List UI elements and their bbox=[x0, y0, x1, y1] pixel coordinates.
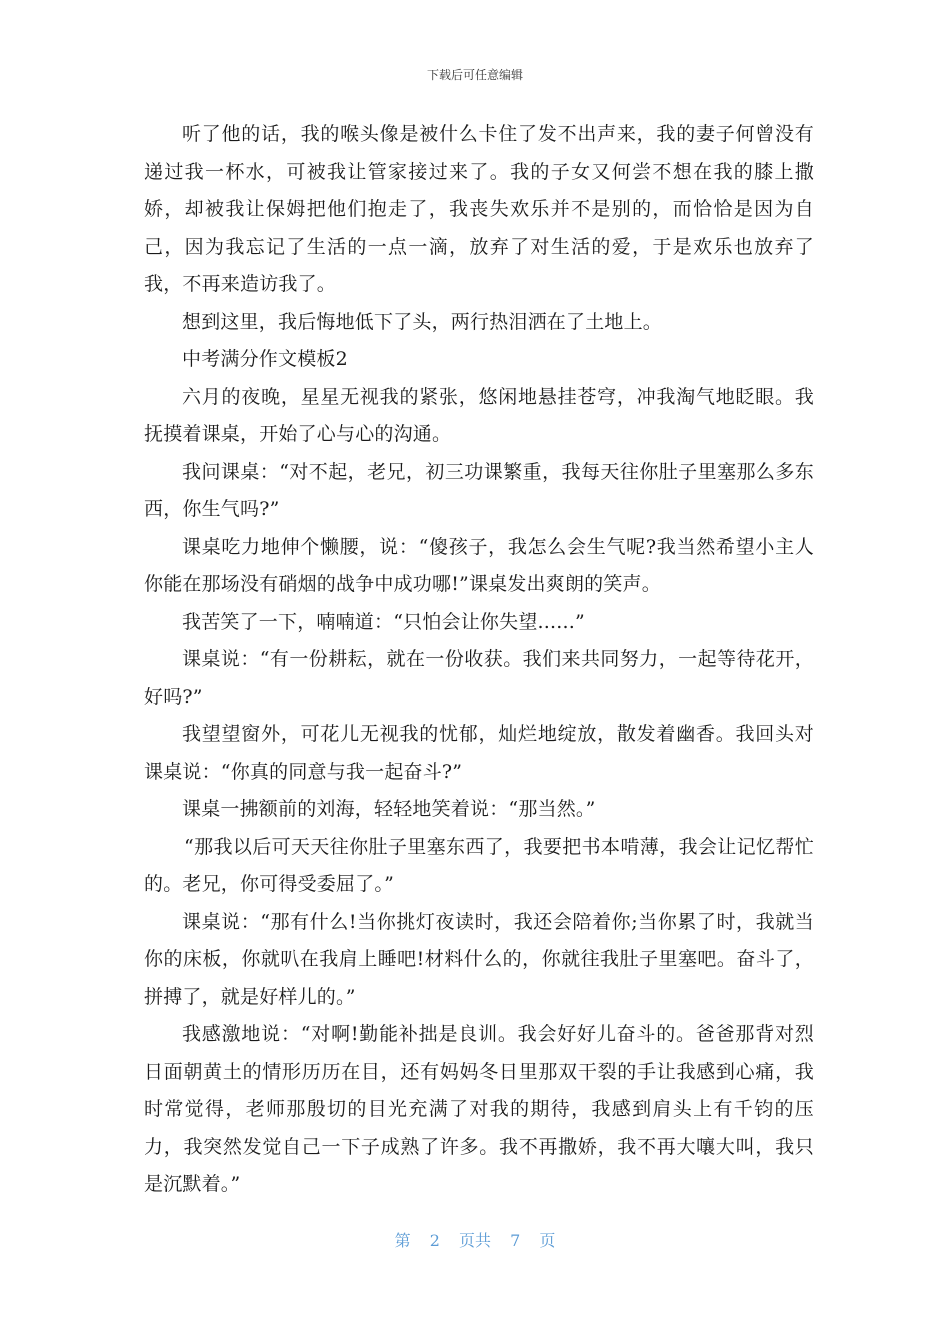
paragraph: 六月的夜晚，星星无视我的紧张，悠闲地悬挂苍穹，冲我淘气地眨眼。我抚摸着课桌，开始了心与心的沟通。 bbox=[144, 385, 814, 445]
page-header: 下载后可任意编辑 bbox=[426, 68, 523, 82]
paragraph: 我望望窗外，可花儿无视我的忧郁，灿烂地绽放，散发着幽香。我回头对课桌说：“你真的同意与我一起奋斗?” bbox=[144, 723, 814, 783]
paragraph: 课桌一拂额前的刘海，轻轻地笑着说：“那当然。” bbox=[182, 798, 596, 820]
paragraph: 我苦笑了一下，喃喃道：“只怕会让你失望......” bbox=[182, 610, 585, 633]
paragraph: 听了他的话，我的喉头像是被什么卡住了发不出声来，我的妻子何曾没有递过我一杯水，可被我让管家接过来了。我的子女又何尝不想在我的膝上撒娇，却被我让保姆把他们抱走了，我丧失欢乐并不是别的，而恰恰是因为自己，因为我忘记了生活的一点一滴，放弃了对生活的爱，于是欢乐也放弃了我，不再来造访我了。 bbox=[144, 123, 814, 295]
paragraph: 我感激地说：“对啊!勤能补拙是良训。我会好好儿奋斗的。爸爸那背对烈日面朝黄土的情形历历在目，还有妈妈冬日里那双干裂的手让我感到心痛，我时常觉得，老师那殷切的目光充满了对我的期待，我感到肩头上有千钧的压力，我突然发觉自己一下子成熟了许多。我不再撒娇，我不再大嚷大叫，我只是沉默着。” bbox=[144, 1023, 814, 1195]
document-body bbox=[144, 116, 814, 1204]
page-footer: 第 2 页共 7 页 bbox=[394, 1231, 556, 1250]
paragraph: 课桌说：“有一份耕耘，就在一份收获。我们来共同努力，一起等待花开，好吗?” bbox=[144, 648, 814, 708]
section-heading: 中考满分作文模板2 bbox=[182, 348, 348, 370]
paragraph: 课桌说：“那有什么!当你挑灯夜读时，我还会陪着你;当你累了时，我就当你的床板，你就叭在我肩上睡吧!材料什么的，你就往我肚子里塞吧。奋斗了，拼搏了，就是好样儿的。” bbox=[144, 910, 814, 1008]
paragraph: 我问课桌：“对不起，老兄，初三功课繁重，我每天往你肚子里塞那么多东西，你生气吗?” bbox=[144, 460, 814, 520]
paragraph: 课桌吃力地伸个懒腰，说：“傻孩子，我怎么会生气呢?我当然希望小主人你能在那场没有硝烟的战争中成功哪!”课桌发出爽朗的笑声。 bbox=[144, 535, 814, 595]
paragraph: “那我以后可天天往你肚子里塞东西了，我要把书本啃薄，我会让记忆帮忙的。老兄，你可得受委屈了。” bbox=[144, 835, 814, 895]
paragraph: 想到这里，我后悔地低下了头，两行热泪洒在了土地上。 bbox=[182, 310, 663, 333]
